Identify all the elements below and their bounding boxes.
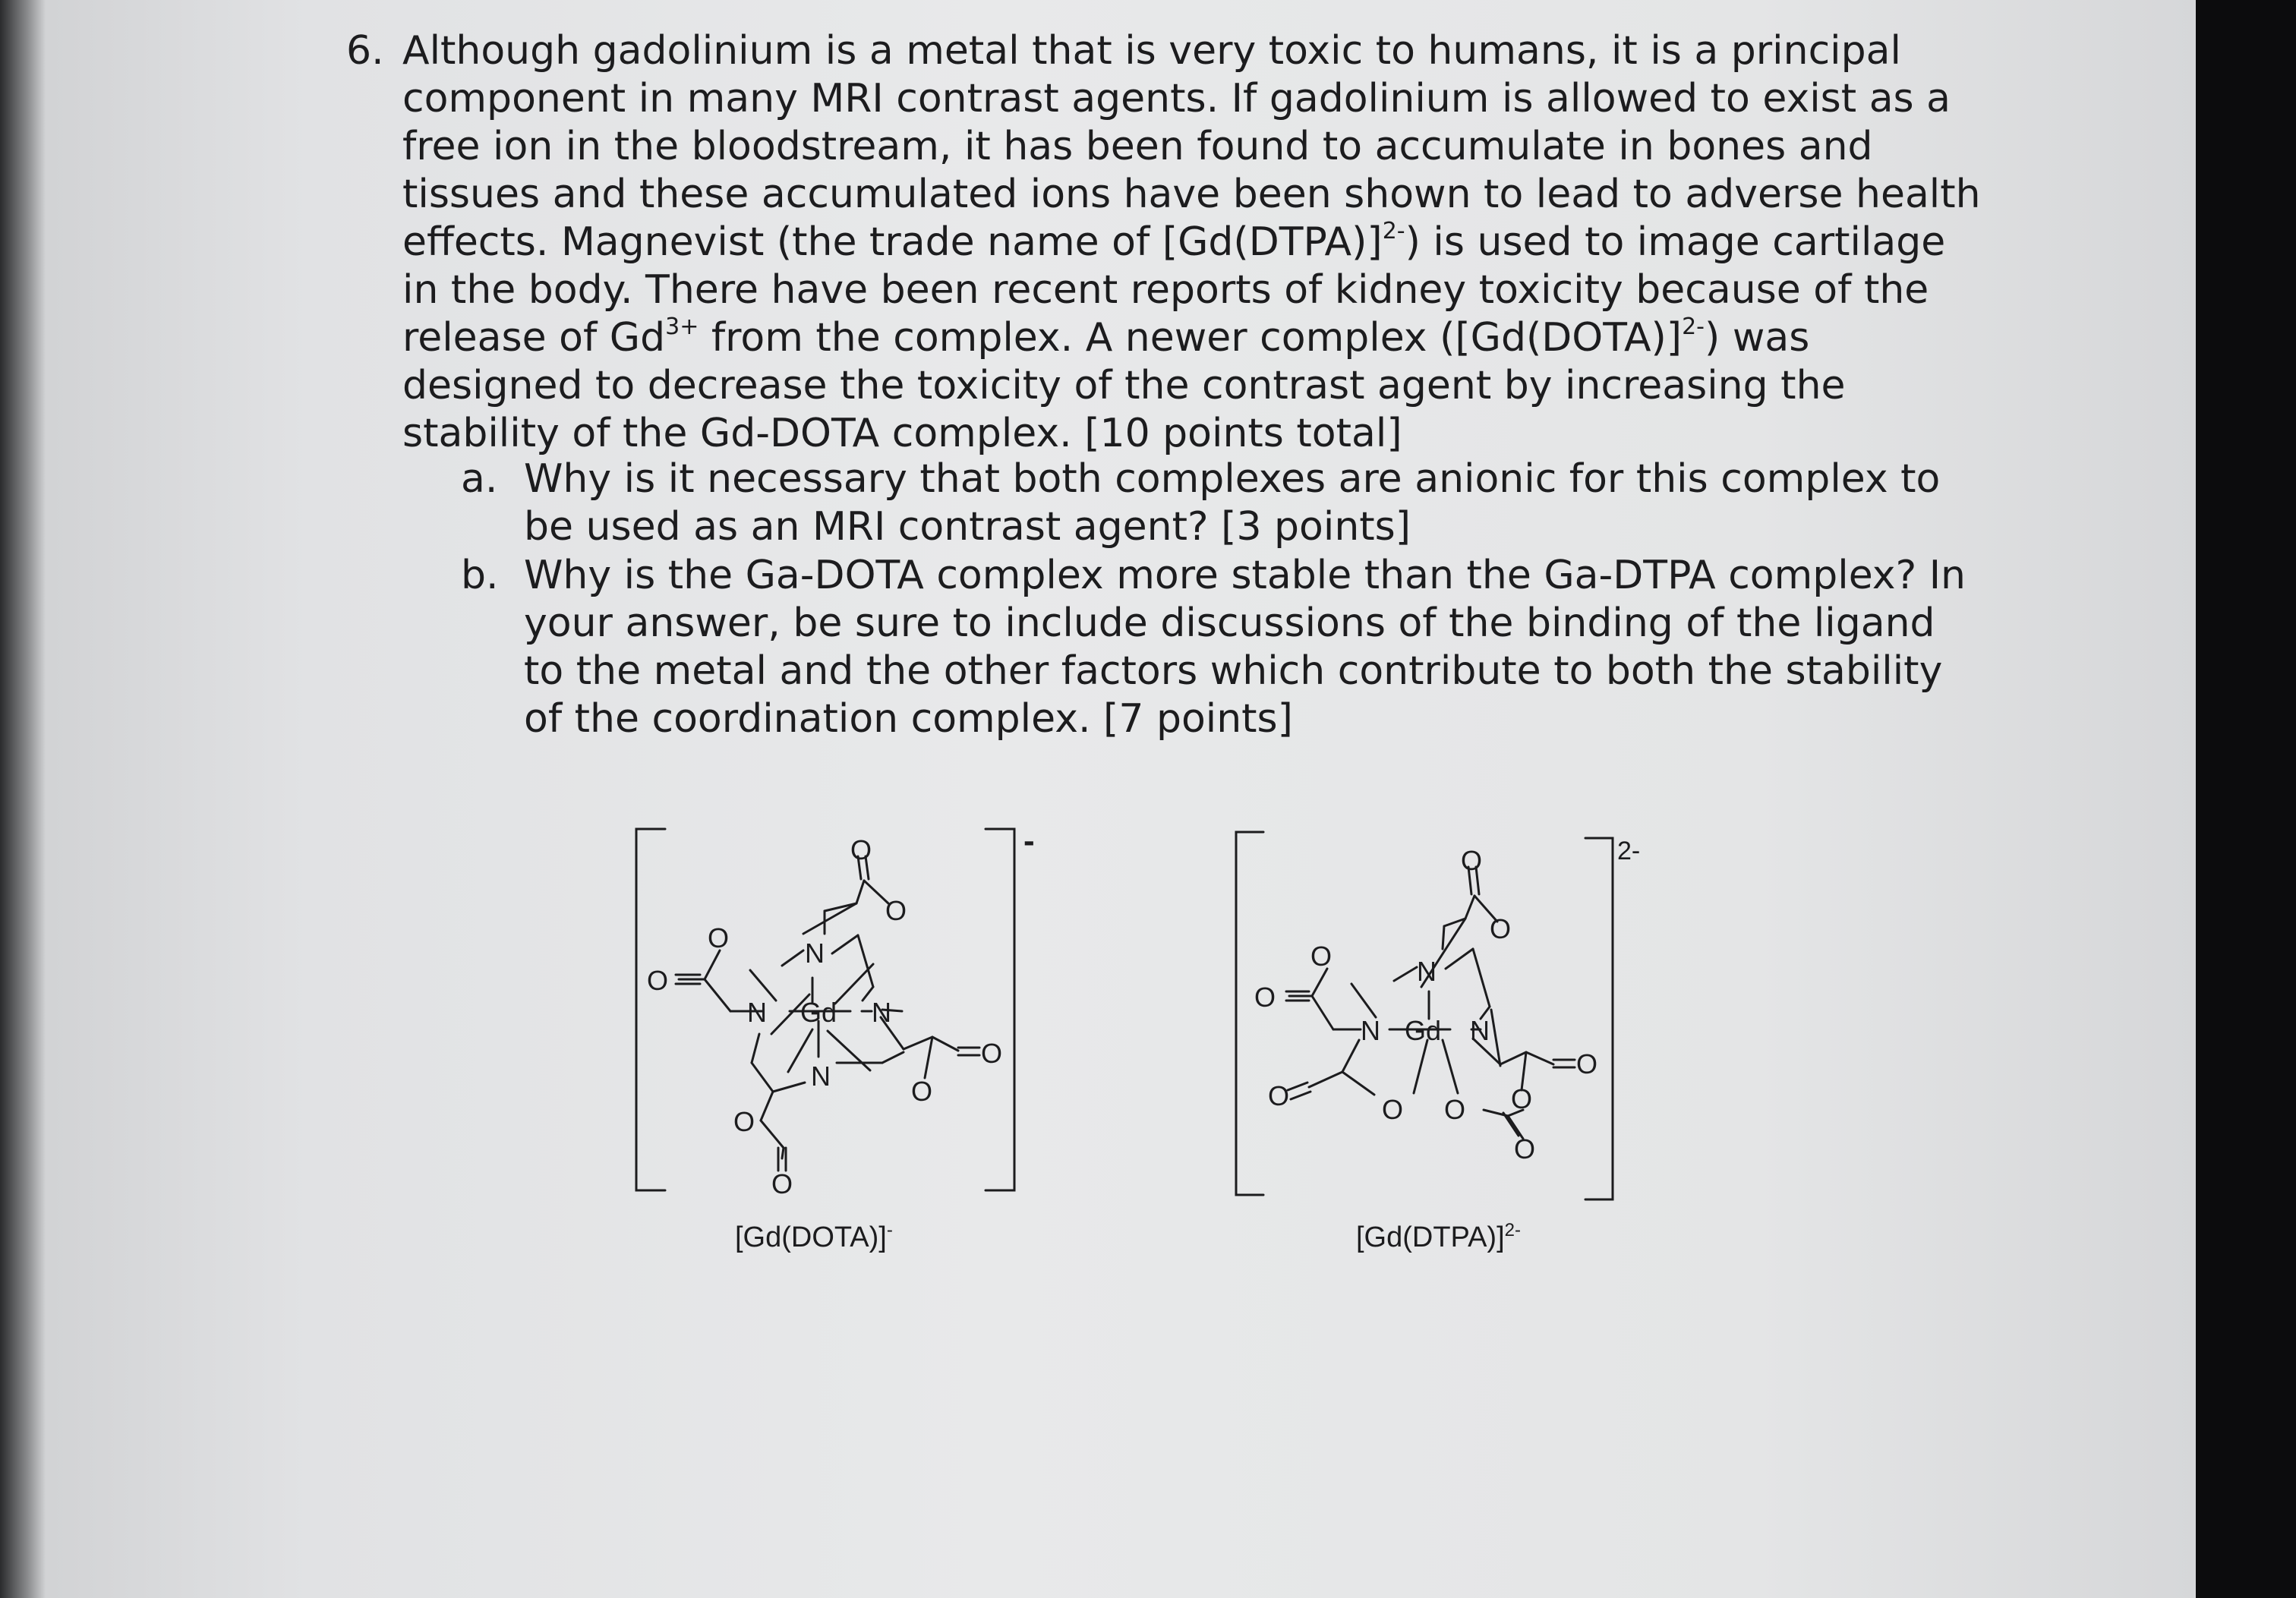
part-b-line: Why is the Ga-DOTA complex more stable than the Ga-DTPA complex? In [524, 553, 1966, 598]
atom-label: O [708, 922, 730, 953]
charge-label: - [1023, 822, 1035, 859]
atom-label: O [1461, 845, 1483, 876]
atom-label: O [1268, 1080, 1290, 1111]
atom-label: O [1310, 941, 1332, 972]
atom-label: N [1470, 1015, 1490, 1046]
caption-superscript: - [886, 1220, 893, 1240]
question-text-segment: ) is used to image cartilage [1405, 219, 1946, 265]
dota-caption [735, 1220, 893, 1253]
atom-label: N [872, 997, 891, 1028]
atom-label: O [1254, 982, 1276, 1013]
charge-superscript: 2- [1682, 314, 1705, 340]
atom-label: O [647, 965, 669, 996]
question-text-segment: effects. Magnevist (the trade name of [Gd(DTPA)] [402, 219, 1383, 265]
atom-label: O [771, 1168, 793, 1199]
atom-label: N [1361, 1015, 1380, 1046]
question-text-segment: release of Gd [402, 315, 666, 361]
gd-dtpa-atom-labels [1254, 837, 1640, 1165]
atom-label: O [885, 895, 907, 926]
question-line: in the body. There have been recent reports of kidney toxicity because of the [402, 267, 1929, 313]
dtpa-caption [1356, 1220, 1521, 1253]
question-text-segment: ) was [1705, 315, 1810, 361]
question-line: free ion in the bloodstream, it has been found to accumulate in bones and [402, 124, 1873, 169]
charge-superscript: 2- [1382, 218, 1405, 244]
atom-label: O [1514, 1133, 1536, 1165]
part-b-line: your answer, be sure to include discussions of the binding of the ligand [524, 600, 1935, 646]
atom-label: O [1444, 1094, 1466, 1125]
atom-label: Gd [1405, 1015, 1442, 1046]
atom-label: O [1576, 1048, 1598, 1080]
atom-label: O [1382, 1094, 1404, 1125]
left-bracket [636, 829, 665, 1190]
atom-label: O [850, 834, 872, 865]
atom-label: N [747, 997, 767, 1028]
part-b-line: of the coordination complex. [7 points] [524, 696, 1293, 742]
question-number: 6. [346, 28, 384, 74]
caption-superscript: 2- [1504, 1220, 1521, 1240]
part-b-label: b. [461, 553, 499, 598]
charge-superscript: 3+ [665, 314, 699, 340]
part-b-line: to the metal and the other factors which contribute to both the stability [524, 648, 1943, 694]
atom-label: Gd [800, 997, 837, 1028]
question-line: designed to decrease the toxicity of the contrast agent by increasing the [402, 363, 1846, 408]
atom-label: O [981, 1038, 1003, 1069]
question-line: tissues and these accumulated ions have been shown to lead to adverse health [402, 172, 1981, 217]
left-bracket [1236, 832, 1263, 1195]
atom-label: N [1417, 956, 1437, 987]
charge-label: 2- [1617, 837, 1641, 865]
part-a-label: a. [461, 456, 498, 502]
part-a-line: Why is it necessary that both complexes are anionic for this complex to [524, 456, 1941, 502]
question-line: stability of the Gd-DOTA complex. [10 points total] [402, 411, 1402, 456]
atom-label: N [811, 1061, 831, 1092]
caption-text: [Gd(DOTA)] [735, 1221, 887, 1253]
right-bracket [986, 829, 1014, 1190]
question-text-segment: from the complex. A newer complex ([Gd(DOTA)] [699, 315, 1683, 361]
question-line: component in many MRI contrast agents. If gadolinium is allowed to exist as a [402, 76, 1951, 121]
atom-label: O [733, 1106, 755, 1137]
atom-label: O [1490, 913, 1512, 944]
atom-label: N [805, 938, 825, 969]
right-bracket [1585, 838, 1613, 1199]
atom-label: O [1511, 1083, 1533, 1114]
question-line: Although gadolinium is a metal that is very toxic to humans, it is a principal [402, 28, 1901, 74]
caption-text: [Gd(DTPA)] [1356, 1221, 1505, 1253]
atom-label: O [911, 1076, 933, 1107]
part-a-line: be used as an MRI contrast agent? [3 points] [524, 504, 1411, 550]
